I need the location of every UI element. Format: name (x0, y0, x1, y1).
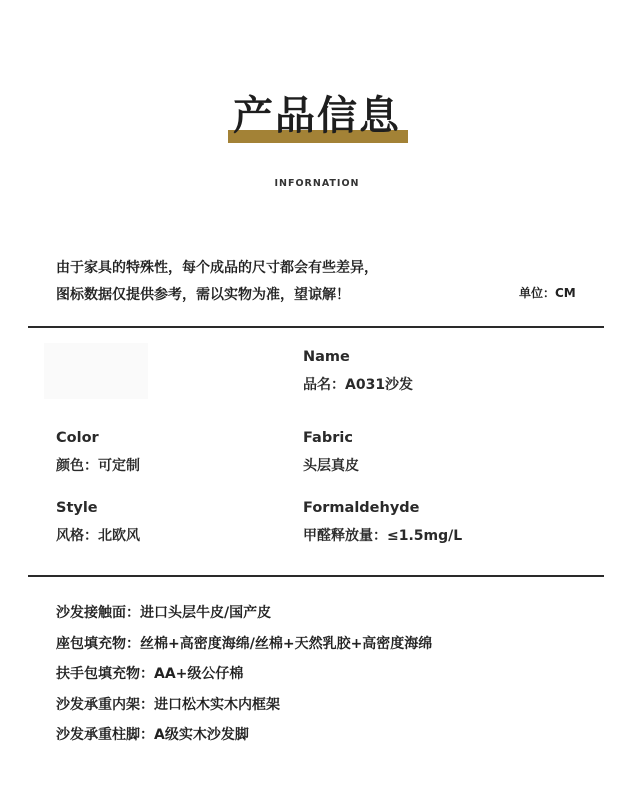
title-block (0, 92, 634, 152)
spec-fabric-value: 头层真皮 (303, 458, 359, 474)
spec-formaldehyde (303, 498, 462, 546)
product-image-placeholder (44, 343, 148, 399)
page-title: 产品信息 (233, 93, 401, 139)
spec-name-label: Name (303, 349, 350, 365)
detail-contact-surface: 沙发接触面：进口头层牛皮/国产皮 (56, 605, 272, 621)
spec-color-value: 颜色：可定制 (56, 458, 140, 474)
spec-style (56, 498, 140, 546)
spec-formaldehyde-label: Formaldehyde (303, 500, 420, 516)
notice-line-1: 由于家具的特殊性，每个成品的尺寸都会有些差异， (56, 260, 378, 276)
spec-style-value: 风格：北欧风 (56, 528, 140, 544)
details-list (56, 602, 432, 755)
spec-name-value: 品名：A031沙发 (303, 377, 414, 393)
detail-inner-frame: 沙发承重内架：进口松木实木内框架 (56, 696, 280, 713)
detail-armrest-filling: 扶手包填充物：AA+级公仔棉 (56, 666, 244, 682)
spec-fabric (303, 428, 359, 476)
detail-legs: 沙发承重柱脚：A级实木沙发脚 (56, 727, 249, 743)
spec-color (56, 428, 140, 476)
spec-name (303, 347, 413, 395)
spec-color-label: Color (56, 430, 99, 446)
spec-fabric-label: Fabric (303, 430, 353, 446)
detail-seat-filling: 座包填充物：丝棉+高密度海绵/丝棉+天然乳胶+高密度海绵 (56, 635, 433, 652)
notice-text (56, 255, 378, 309)
page-subtitle: INFORNATION (274, 178, 360, 189)
divider-top (28, 326, 604, 328)
spec-style-label: Style (56, 500, 98, 516)
spec-formaldehyde-value: 甲醛释放量：≤1.5mg/L (303, 528, 463, 544)
divider-bottom (28, 575, 604, 577)
unit-label: 单位：CM (519, 286, 576, 300)
notice-line-2: 图标数据仅提供参考，需以实物为准，望谅解！ (56, 287, 350, 303)
